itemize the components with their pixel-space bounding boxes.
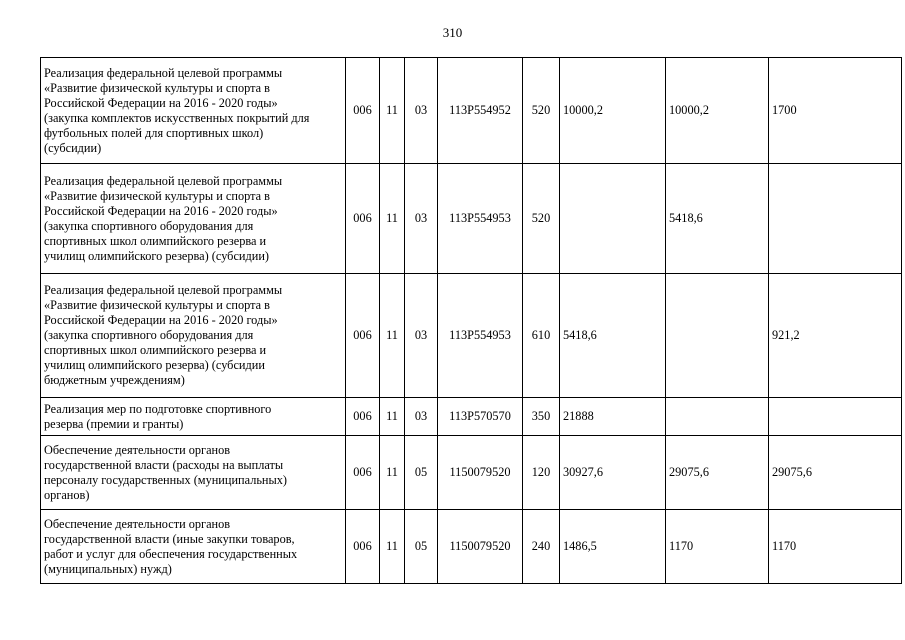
section-code: 11 <box>380 164 405 274</box>
table-row <box>41 398 902 436</box>
target-article-code: 113P554953 <box>438 274 523 398</box>
amount-year-2 <box>666 398 769 436</box>
description-line: работ и услуг для обеспечения государственных <box>44 546 298 561</box>
description-line: Реализация мер по подготовке спортивного <box>44 401 272 416</box>
subsection-code: 03 <box>405 398 438 436</box>
table-row <box>41 274 902 398</box>
section-code: 11 <box>380 274 405 398</box>
amount-year-2: 5418,6 <box>666 164 769 274</box>
description-line: «Развитие физической культуры и спорта в <box>44 298 270 312</box>
amount-year-2: 29075,6 <box>666 436 769 510</box>
row-description <box>41 398 346 436</box>
section-code: 11 <box>380 510 405 584</box>
expense-type-code: 610 <box>523 274 560 398</box>
expense-type-code: 240 <box>523 510 560 584</box>
table-row <box>41 58 902 164</box>
ministry-code: 006 <box>346 274 380 398</box>
target-article-code: 113P554953 <box>438 164 523 274</box>
description-line: Реализация федеральной целевой программы <box>44 173 283 188</box>
row-description <box>41 58 346 164</box>
description-line: органов) <box>44 487 90 502</box>
description-line: Российской Федерации на 2016 - 2020 годы» <box>44 95 278 110</box>
description-line: «Развитие физической культуры и спорта в <box>44 80 270 95</box>
ministry-code: 006 <box>346 164 380 274</box>
table-row <box>41 510 902 584</box>
expense-type-code: 120 <box>523 436 560 510</box>
section-code: 11 <box>380 436 405 510</box>
subsection-code: 03 <box>405 58 438 164</box>
ministry-code: 006 <box>346 58 380 164</box>
subsection-code: 03 <box>405 274 438 398</box>
description-line: училищ олимпийского резерва) (субсидии <box>44 358 265 372</box>
description-line: государственной власти (расходы на выплаты <box>44 457 284 472</box>
amount-year-3: 29075,6 <box>769 436 902 510</box>
amount-year-1: 30927,6 <box>560 436 666 510</box>
description-line: футбольных полей для спортивных школ) <box>44 125 264 140</box>
amount-year-3: 921,2 <box>769 274 902 398</box>
section-code: 11 <box>380 398 405 436</box>
description-line: (закупка спортивного оборудования для <box>44 328 254 342</box>
ministry-code: 006 <box>346 398 380 436</box>
description-line: «Развитие физической культуры и спорта в <box>44 188 270 203</box>
description-line: государственной власти (иные закупки товаров, <box>44 531 295 546</box>
description-line: персоналу государственных (муниципальных) <box>44 472 288 487</box>
description-line: спортивных школ олимпийского резерва и <box>44 233 267 248</box>
description-line: Российской Федерации на 2016 - 2020 годы» <box>44 203 278 218</box>
expense-type-code: 520 <box>523 58 560 164</box>
description-line: (муниципальных) нужд) <box>44 561 172 576</box>
description-line: училищ олимпийского резерва) (субсидии) <box>44 248 269 263</box>
amount-year-3: 1700 <box>769 58 902 164</box>
amount-year-2: 10000,2 <box>666 58 769 164</box>
row-description <box>41 274 346 398</box>
description-line: Обеспечение деятельности органов <box>44 516 231 531</box>
target-article-code: 1150079520 <box>438 436 523 510</box>
subsection-code: 05 <box>405 510 438 584</box>
target-article-code: 113P554952 <box>438 58 523 164</box>
description-line: (субсидии) <box>44 140 102 155</box>
amount-year-1: 21888 <box>560 398 666 436</box>
amount-year-3 <box>769 164 902 274</box>
description-line: Обеспечение деятельности органов <box>44 442 231 457</box>
target-article-code: 113P570570 <box>438 398 523 436</box>
target-article-code: 1150079520 <box>438 510 523 584</box>
description-line: Реализация федеральной целевой программы <box>44 65 283 80</box>
amount-year-2 <box>666 274 769 398</box>
budget-table <box>40 57 902 584</box>
row-description <box>41 510 346 584</box>
amount-year-3 <box>769 398 902 436</box>
section-code: 11 <box>380 58 405 164</box>
description-line: (закупка комплектов искусственных покрытий для <box>44 110 310 125</box>
row-description <box>41 164 346 274</box>
subsection-code: 05 <box>405 436 438 510</box>
description-line: резерва (премии и гранты) <box>44 416 184 431</box>
table-row <box>41 436 902 510</box>
description-line: Реализация федеральной целевой программы <box>44 283 283 297</box>
description-line: бюджетным учреждениям) <box>44 373 185 387</box>
description-line: (закупка спортивного оборудования для <box>44 218 254 233</box>
amount-year-3: 1170 <box>769 510 902 584</box>
ministry-code: 006 <box>346 510 380 584</box>
amount-year-1: 5418,6 <box>560 274 666 398</box>
ministry-code: 006 <box>346 436 380 510</box>
row-description <box>41 436 346 510</box>
description-line: Российской Федерации на 2016 - 2020 годы» <box>44 313 278 327</box>
amount-year-1 <box>560 164 666 274</box>
page-number: 310 <box>442 25 463 40</box>
subsection-code: 03 <box>405 164 438 274</box>
amount-year-1: 1486,5 <box>560 510 666 584</box>
description-line: спортивных школ олимпийского резерва и <box>44 343 267 357</box>
table-row <box>41 164 902 274</box>
expense-type-code: 350 <box>523 398 560 436</box>
expense-type-code: 520 <box>523 164 560 274</box>
amount-year-1: 10000,2 <box>560 58 666 164</box>
amount-year-2: 1170 <box>666 510 769 584</box>
